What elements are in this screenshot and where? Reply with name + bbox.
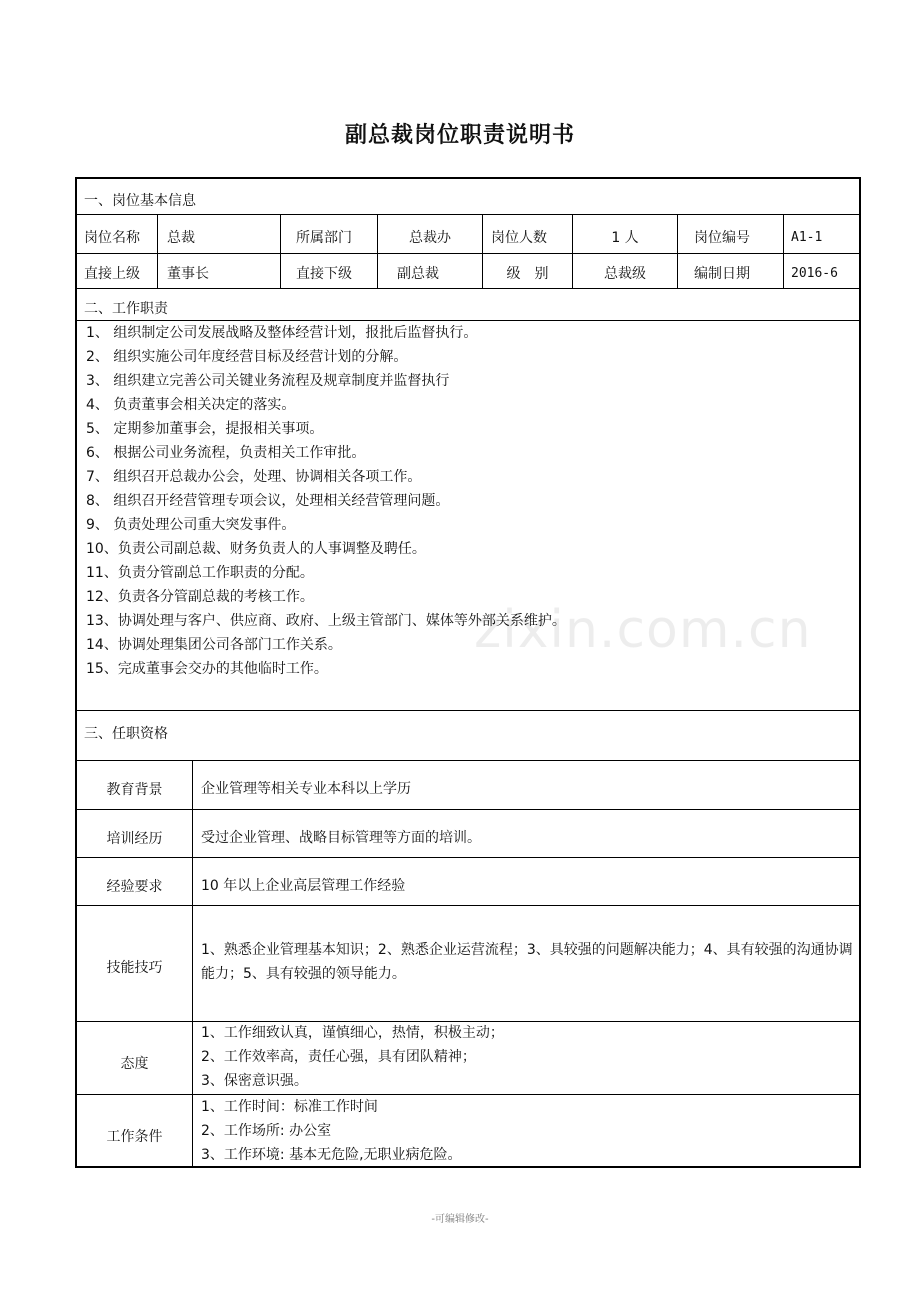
footer-note: -可编辑修改- xyxy=(431,1214,489,1225)
value-skills: 1、熟悉企业管理基本知识；2、熟悉企业运营流程；3、具较强的问题解决能力；4、具有较强的沟通协调能力；5、具有较强的领导能力。 xyxy=(201,942,853,982)
duty-item: 13、协调处理与客户、供应商、政府、上级主管部门、媒体等外部关系维护。 xyxy=(86,613,566,629)
section-qualifications-heading: 三、任职资格 xyxy=(84,726,168,742)
label-direct-subordinate: 直接下级 xyxy=(296,266,352,282)
conditions-line: 3、工作环境: 基本无危险,无职业病危险。 xyxy=(201,1147,462,1163)
col-divider xyxy=(192,760,193,1168)
value-training: 受过企业管理、战略目标管理等方面的培训。 xyxy=(201,830,481,846)
col-divider xyxy=(280,214,281,288)
conditions-line: 1、工作时间：标准工作时间 xyxy=(201,1099,378,1115)
label-level: 级 别 xyxy=(506,266,549,282)
value-direct-subordinate: 副总裁 xyxy=(397,266,439,282)
label-experience: 经验要求 xyxy=(106,879,163,895)
duty-item: 7、 组织召开总裁办公会，处理、协调相关各项工作。 xyxy=(86,469,422,485)
value-direct-superior: 董事长 xyxy=(167,266,209,282)
row-divider xyxy=(75,214,861,215)
value-education: 企业管理等相关专业本科以上学历 xyxy=(201,781,411,797)
duty-item: 5、 定期参加董事会，提报相关事项。 xyxy=(86,421,324,437)
label-education: 教育背景 xyxy=(106,782,163,798)
label-work-conditions: 工作条件 xyxy=(106,1129,163,1145)
col-divider xyxy=(677,214,678,288)
row-divider xyxy=(75,710,861,711)
duty-item: 3、 组织建立完善公司关键业务流程及规章制度并监督执行 xyxy=(86,373,450,389)
col-divider xyxy=(157,214,158,288)
label-headcount: 岗位人数 xyxy=(491,230,547,246)
duty-item: 9、 负责处理公司重大突发事件。 xyxy=(86,517,296,533)
row-divider xyxy=(75,253,861,254)
value-headcount: 1 人 xyxy=(611,230,639,246)
value-position-name: 总裁 xyxy=(167,230,195,246)
duty-item: 12、负责各分管副总裁的考核工作。 xyxy=(86,589,314,605)
conditions-line: 2、工作场所: 办公室 xyxy=(201,1123,332,1139)
value-position-code: A1-1 xyxy=(791,230,823,245)
label-position-code: 岗位编号 xyxy=(694,230,750,246)
duty-item: 8、 组织召开经营管理专项会议，处理相关经营管理问题。 xyxy=(86,493,450,509)
value-department: 总裁办 xyxy=(409,230,451,246)
duty-item: 15、完成董事会交办的其他临时工作。 xyxy=(86,661,328,677)
attitude-line: 2、工作效率高，责任心强，具有团队精神； xyxy=(201,1049,476,1065)
label-prepared-date: 编制日期 xyxy=(694,266,750,282)
row-divider xyxy=(75,320,861,321)
watermark: zixin.com.cn xyxy=(474,600,812,660)
duty-item: 10、负责公司副总裁、财务负责人的人事调整及聘任。 xyxy=(86,541,426,557)
attitude-line: 1、工作细致认真，谨慎细心，热情，积极主动； xyxy=(201,1025,504,1041)
attitude-line: 3、保密意识强。 xyxy=(201,1073,308,1089)
duty-item: 4、 负责董事会相关决定的落实。 xyxy=(86,397,296,413)
duty-item: 2、 组织实施公司年度经营目标及经营计划的分解。 xyxy=(86,349,408,365)
section-duties-heading: 二、工作职责 xyxy=(84,301,168,317)
duty-item: 1、 组织制定公司发展战略及整体经营计划，报批后监督执行。 xyxy=(86,325,478,341)
label-position-name: 岗位名称 xyxy=(84,230,140,246)
label-skills: 技能技巧 xyxy=(106,960,163,976)
duty-item: 6、 根据公司业务流程，负责相关工作审批。 xyxy=(86,445,366,461)
row-divider xyxy=(75,288,861,289)
duty-item: 11、负责分管副总工作职责的分配。 xyxy=(86,565,314,581)
section-basic-info-heading: 一、岗位基本信息 xyxy=(84,193,196,209)
label-department: 所属部门 xyxy=(296,230,352,246)
document-title: 副总裁岗位职责说明书 xyxy=(344,123,575,148)
col-divider xyxy=(783,214,784,288)
label-attitude: 态度 xyxy=(120,1056,149,1072)
label-training: 培训经历 xyxy=(106,831,163,847)
duty-item: 14、协调处理集团公司各部门工作关系。 xyxy=(86,637,342,653)
value-experience: 10 年以上企业高层管理工作经验 xyxy=(201,878,406,894)
label-direct-superior: 直接上级 xyxy=(84,266,140,282)
value-prepared-date: 2016-6 xyxy=(791,266,838,281)
value-level: 总裁级 xyxy=(604,266,646,282)
